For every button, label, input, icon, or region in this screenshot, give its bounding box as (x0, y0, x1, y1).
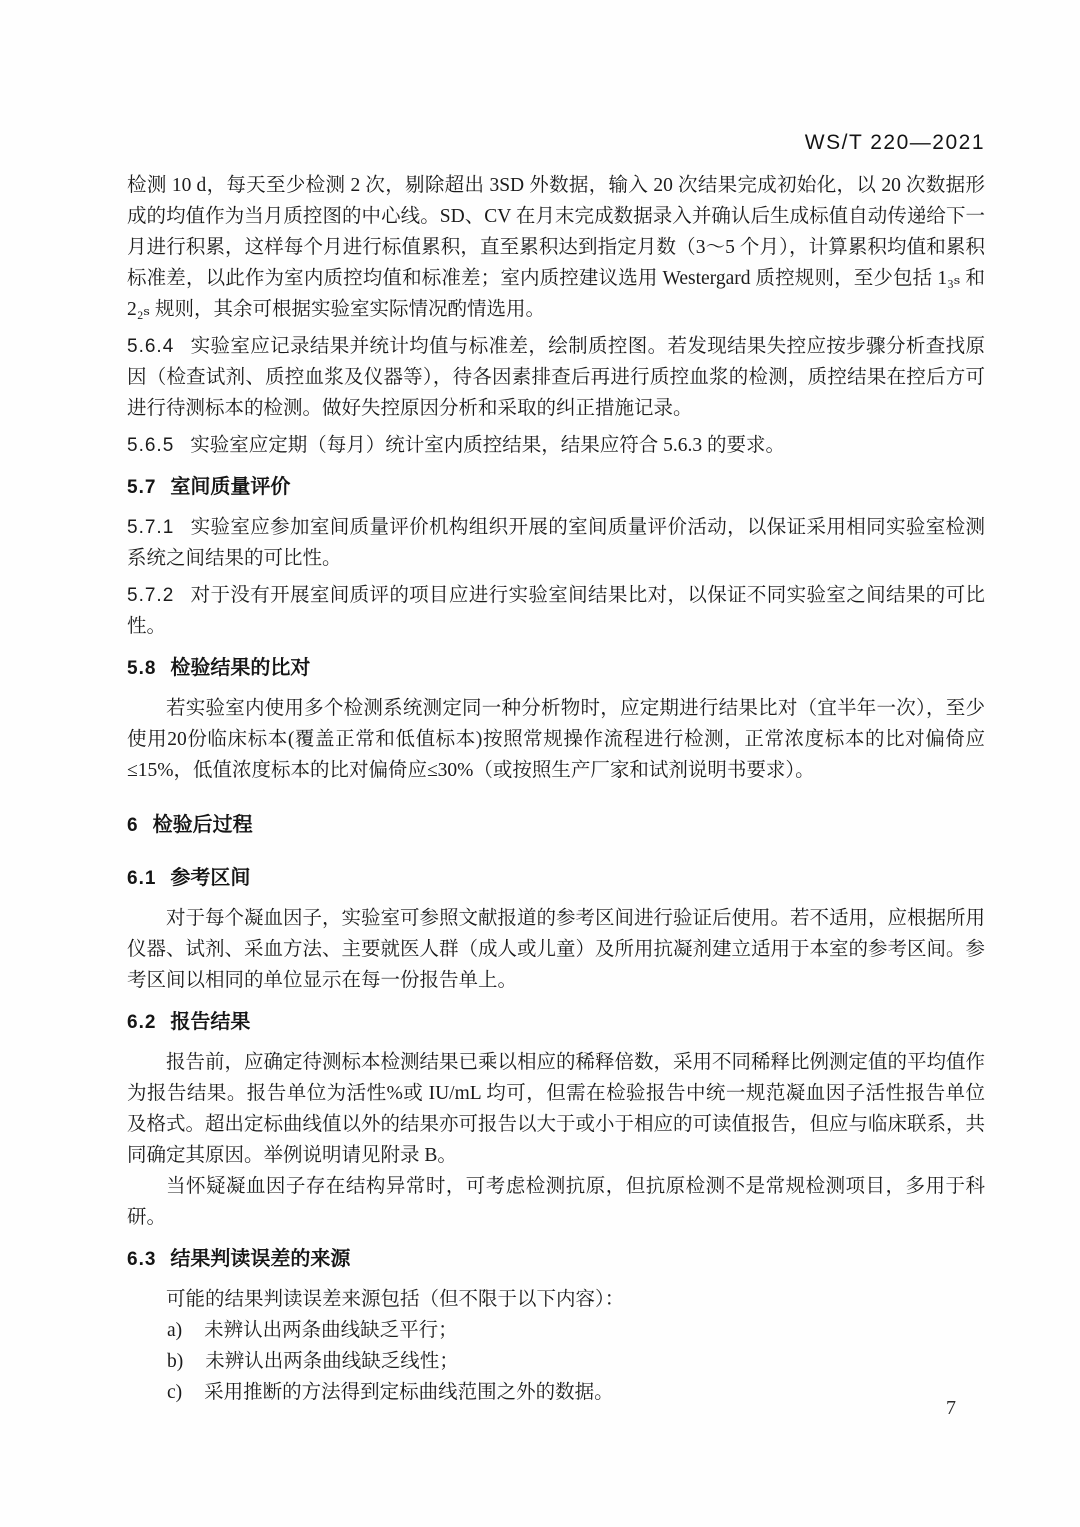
paragraph-6-3-intro: 可能的结果判读误差来源包括（但不限于以下内容）： (166, 1289, 625, 1310)
heading-5-7 (127, 472, 985, 503)
heading-title: 结果判读误差的来源 (170, 1248, 351, 1270)
heading-title: 参考区间 (170, 867, 251, 889)
standard-number: WS/T 220—2021 (804, 131, 985, 154)
clause-5-7-1 (127, 512, 985, 574)
heading-number: 6.1 (127, 868, 157, 889)
list-marker: a) (167, 1320, 183, 1341)
paragraph-6-2-a: 报告前，应确定待测标本检测结果已乘以相应的稀释倍数，采用不同稀释比例测定值的平均值作为报告结果。报告单位为活性%或 IU/mL 均可，但需在检验报告中统一规范凝血因子活性报告单位及格式。超出定标曲线值以外的结果亦可报告以大于或小于相应的可读值报告，但应与临床联系，共同确定其原因。举例说明请见附录 B。 (127, 1052, 986, 1166)
heading-number: 6.2 (127, 1012, 157, 1033)
heading-5-8 (127, 653, 985, 684)
list-marker: b) (167, 1351, 184, 1372)
heading-6-2 (127, 1007, 985, 1038)
clause-text: 实验室应定期（每月）统计室内质控结果，结果应符合 5.6.3 的要求。 (190, 435, 786, 456)
clause-number: 5.7.2 (127, 585, 175, 606)
list-marker: c) (167, 1382, 183, 1403)
heading-number: 5.7 (127, 477, 157, 498)
clause-number: 5.6.4 (127, 336, 175, 357)
heading-number: 6 (127, 815, 139, 836)
page-number: 7 (946, 1397, 956, 1419)
clause-number: 5.7.1 (127, 517, 175, 538)
clause-text: 实验室应记录结果并统计均值与标准差，绘制质控图。若发现结果失控应按步骤分析查找原因（检查试剂、质控血浆及仪器等），待各因素排查后再进行质控血浆的检测，质控结果在控后方可进行待测标本的检测。做好失控原因分析和采取的纠正措施记录。 (127, 336, 985, 419)
paragraph-6-1: 对于每个凝血因子，实验室可参照文献报道的参考区间进行验证后使用。若不适用，应根据所用仪器、试剂、采血方法、主要就医人群（成人或儿童）及所用抗凝剂建立适用于本室的参考区间。参考区间以相同的单位显示在每一份报告单上。 (127, 908, 986, 991)
heading-title: 报告结果 (170, 1011, 251, 1033)
clause-5-6-4 (127, 331, 985, 424)
clause-text: 实验室应参加室间质量评价机构组织开展的室间质量评价活动，以保证采用相同实验室检测系统之间结果的可比性。 (127, 517, 985, 569)
heading-title: 室间质量评价 (170, 476, 291, 498)
paragraph-continuation: 检测 10 d，每天至少检测 2 次，剔除超出 3SD 外数据，输入 20 次结果完成初始化，以 20 次数据形成的均值作为当月质控图的中心线。SD、CV 在月末完成数据录入并确认后生成标值自动传递给下一月进行积累，这样每个月进行标值累积，直至累积达到指定月数（3～5 个月），计算累积均值和累积标准差，以此作为室内质控均值和标准差；室内质控建议选用 Westergard 质控规则，至少包括 1₃ₛ 和 2₂ₛ 规则，其余可根据实验室实际情况酌情选用。 (127, 175, 985, 320)
heading-title: 检验结果的比对 (170, 657, 311, 679)
clause-text: 对于没有开展室间质评的项目应进行实验室间结果比对，以保证不同实验室之间结果的可比性。 (127, 585, 985, 637)
clause-number: 5.6.5 (127, 435, 175, 456)
page-content (127, 170, 985, 1408)
heading-number: 6.3 (127, 1249, 157, 1270)
list-item-c (167, 1377, 985, 1408)
list-item-b (167, 1346, 985, 1377)
heading-title: 检验后过程 (152, 814, 253, 836)
heading-6 (127, 810, 985, 841)
paragraph-6-2-b: 当怀疑凝血因子存在结构异常时，可考虑检测抗原，但抗原检测不是常规检测项目，多用于科研。 (127, 1176, 985, 1228)
list-text: 未辨认出两条曲线缺乏平行； (204, 1320, 458, 1341)
heading-6-1 (127, 863, 985, 894)
paragraph-5-8: 若实验室内使用多个检测系统测定同一种分析物时，应定期进行结果比对（宜半年一次），至少使用20份临床标本(覆盖正常和低值标本)按照常规操作流程进行检测，正常浓度标本的比对偏倚应≤15%，低值浓度标本的比对偏倚应≤30%（或按照生产厂家和试剂说明书要求）。 (127, 698, 985, 781)
clause-5-6-5 (127, 430, 985, 461)
clause-5-7-2 (127, 580, 985, 642)
heading-number: 5.8 (127, 658, 157, 679)
list-text: 未辨认出两条曲线缺乏线性； (205, 1351, 459, 1372)
list-item-a (167, 1315, 985, 1346)
heading-6-3 (127, 1244, 985, 1275)
list-text: 采用推断的方法得到定标曲线范围之外的数据。 (204, 1382, 614, 1403)
